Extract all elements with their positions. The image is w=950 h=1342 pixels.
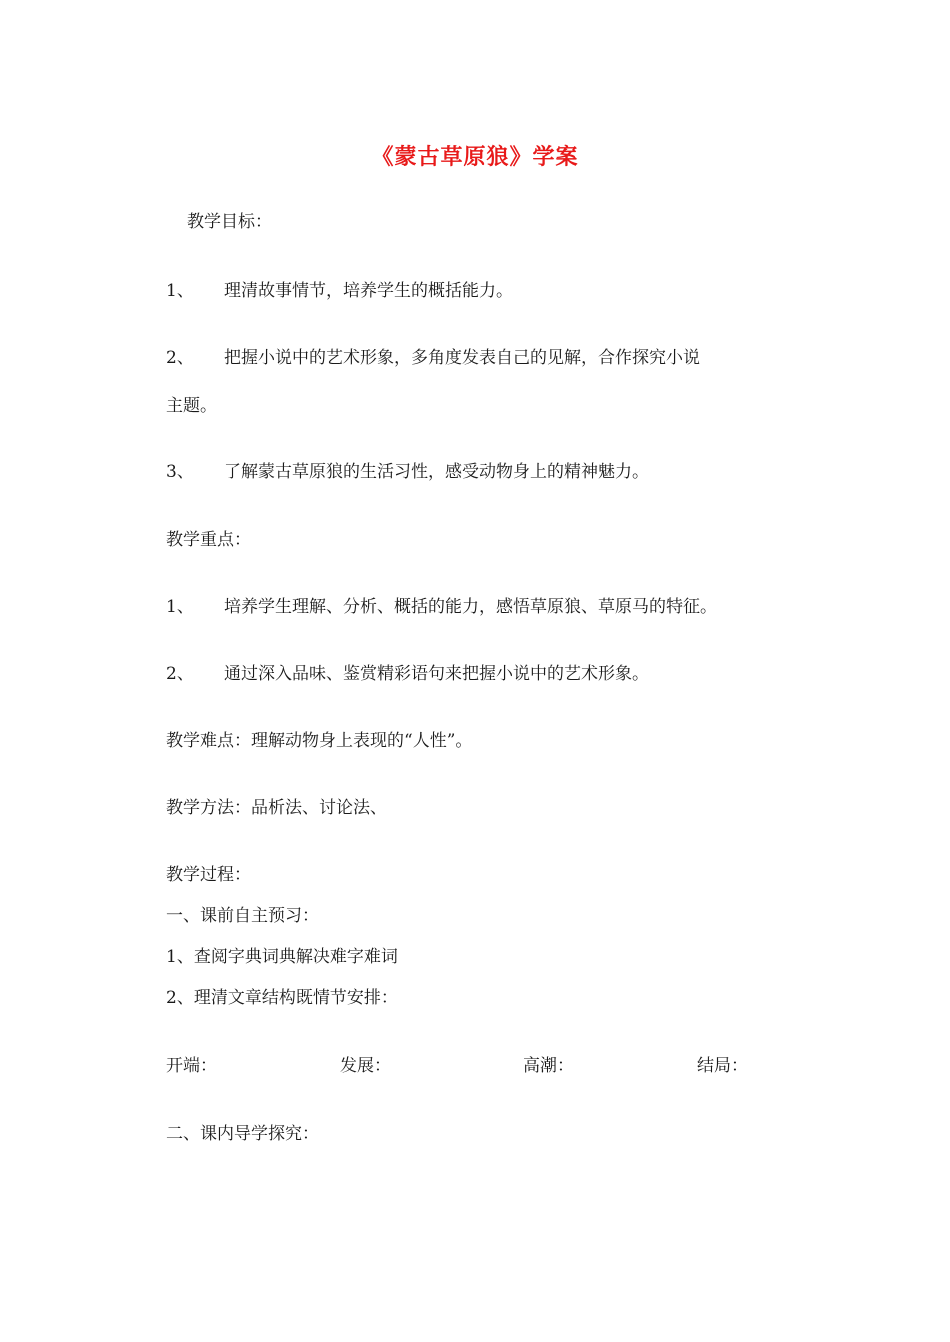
objective-item-3 [166, 460, 806, 484]
objective-item-2-number: 2、 [166, 348, 194, 368]
objective-item-2-continuation: 主题。 [166, 396, 217, 416]
process-heading: 教学过程： [166, 865, 251, 885]
stage-climax: 高潮： [523, 1056, 574, 1076]
key-point-item-2 [166, 662, 806, 686]
objective-item-2 [166, 346, 806, 370]
process-step-1: 1、查阅字典词典解决难字难词 [166, 947, 398, 967]
objective-item-1-text: 理清故事情节，培养学生的概括能力。 [224, 281, 513, 301]
process-step-2: 2、理清文章结构既情节安排： [166, 988, 398, 1008]
process-part-2: 二、课内导学探究： [166, 1124, 319, 1144]
objective-item-1-number: 1、 [166, 281, 194, 301]
process-part-1: 一、课前自主预习： [166, 906, 319, 926]
objective-item-1 [166, 279, 806, 303]
key-point-item-2-text: 通过深入品味、鉴赏精彩语句来把握小说中的艺术形象。 [224, 664, 649, 684]
key-point-item-1-text: 培养学生理解、分析、概括的能力，感悟草原狼、草原马的特征。 [224, 597, 717, 617]
document-title: 《蒙古草原狼》学案 [371, 144, 579, 170]
stage-ending: 结局： [697, 1056, 748, 1076]
teaching-difficulty: 教学难点：理解动物身上表现的“人性”。 [166, 731, 473, 751]
objective-item-3-number: 3、 [166, 462, 194, 482]
stage-development: 发展： [340, 1056, 391, 1076]
objective-item-3-text: 了解蒙古草原狼的生活习性，感受动物身上的精神魅力。 [224, 462, 649, 482]
key-points-heading: 教学重点： [166, 530, 251, 550]
key-point-item-1-number: 1、 [166, 597, 194, 617]
key-point-item-1 [166, 595, 816, 619]
teaching-methods: 教学方法：品析法、讨论法、 [166, 798, 387, 818]
objective-item-2-text: 把握小说中的艺术形象，多角度发表自己的见解，合作探究小说 [224, 348, 700, 368]
key-point-item-2-number: 2、 [166, 664, 194, 684]
objectives-heading: 教学目标： [187, 212, 272, 232]
stage-opening: 开端： [166, 1056, 217, 1076]
